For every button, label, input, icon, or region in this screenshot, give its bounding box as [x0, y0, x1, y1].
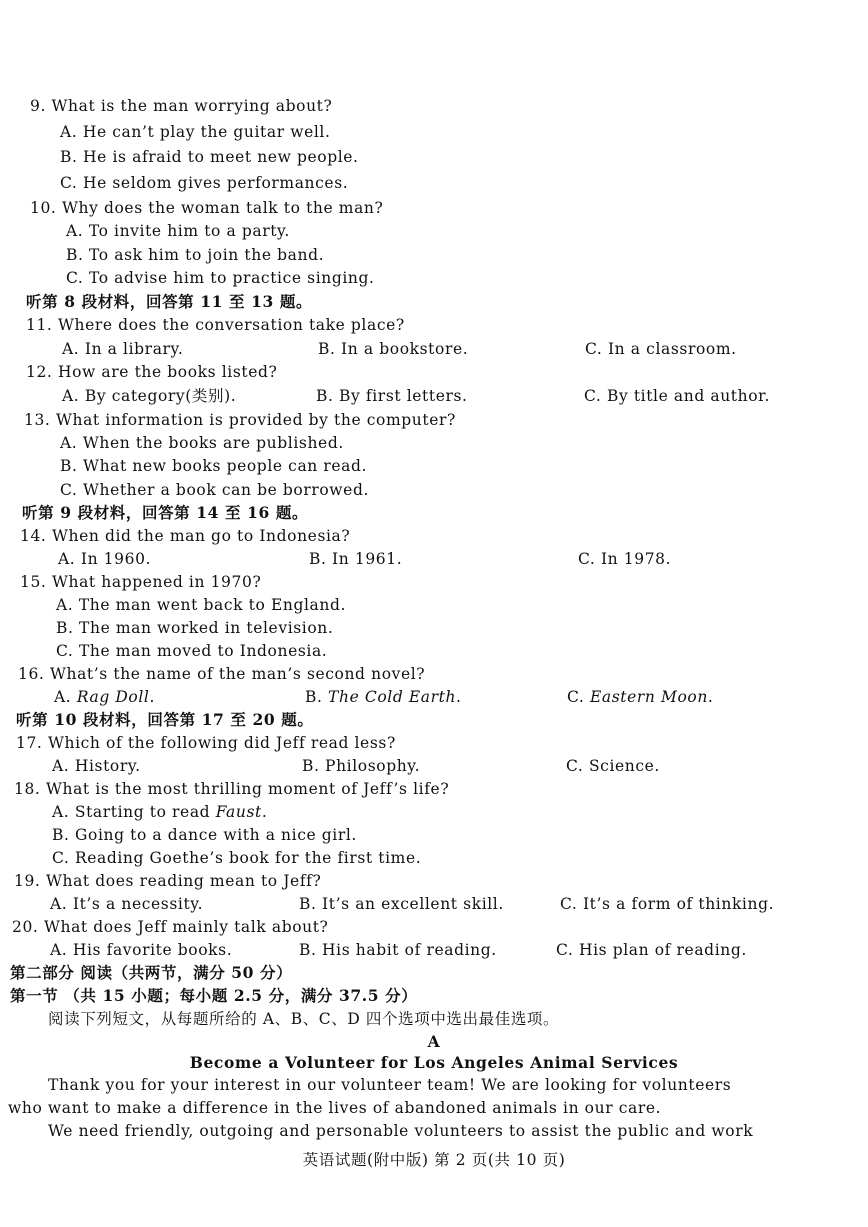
page-footer: 英语试题(附中版) 第 2 页(共 10 页) — [302, 1151, 566, 1169]
passage-line-1: Thank you for your interest in our volunteer team! We are looking for volunteers — [48, 1076, 732, 1094]
q12-option-b: B. By first letters. — [316, 387, 468, 405]
question-14: 14. When did the man go to Indonesia? — [20, 527, 351, 545]
question-13: 13. What information is provided by the computer? — [24, 411, 456, 429]
section-instruction-9: 听第 9 段材料，回答第 14 至 16 题。 — [22, 503, 309, 522]
q12-option-a: A. By category(类别). — [62, 387, 237, 405]
q11-option-a: A. In a library. — [62, 340, 184, 358]
q17-option-a: A. History. — [52, 757, 141, 775]
q18-option-b: B. Going to a dance with a nice girl. — [52, 826, 357, 844]
q10-option-a: A. To invite him to a party. — [66, 222, 290, 240]
passage-line-3: We need friendly, outgoing and personable volunteers to assist the public and work — [48, 1122, 754, 1140]
question-11: 11. Where does the conversation take place? — [26, 316, 405, 334]
question-18: 18. What is the most thrilling moment of Jeff’s life? — [14, 780, 450, 798]
q11-option-c: C. In a classroom. — [585, 340, 737, 358]
passage-line-2: who want to make a difference in the lives of abandoned animals in our care. — [8, 1099, 662, 1117]
question-16: 16. What’s the name of the man’s second novel? — [18, 665, 426, 683]
q13-option-c: C. Whether a book can be borrowed. — [60, 481, 369, 499]
q16-option-c: C. Eastern Moon. — [567, 688, 714, 706]
question-17: 17. Which of the following did Jeff read less? — [16, 734, 396, 752]
q12-option-c: C. By title and author. — [584, 387, 770, 405]
section-instruction-8: 听第 8 段材料，回答第 11 至 13 题。 — [26, 292, 313, 311]
passage-label: A — [427, 1032, 441, 1051]
question-20: 20. What does Jeff mainly talk about? — [12, 918, 329, 936]
q20-option-c: C. His plan of reading. — [556, 941, 747, 959]
q17-option-c: C. Science. — [566, 757, 660, 775]
q13-option-a: A. When the books are published. — [60, 434, 344, 452]
section-one-heading: 第一节 （共 15 小题；每小题 2.5 分，满分 37.5 分） — [10, 986, 418, 1005]
question-9: 9. What is the man worrying about? — [30, 97, 333, 115]
q19-option-a: A. It’s a necessity. — [50, 895, 204, 913]
q16-option-b: B. The Cold Earth. — [305, 688, 462, 706]
question-19: 19. What does reading mean to Jeff? — [14, 872, 322, 890]
q14-option-b: B. In 1961. — [309, 550, 403, 568]
passage-title: Become a Volunteer for Los Angeles Animal Services — [189, 1053, 679, 1072]
q9-option-a: A. He can’t play the guitar well. — [60, 123, 331, 141]
question-10: 10. Why does the woman talk to the man? — [30, 199, 384, 217]
q16-option-a: A. Rag Doll. — [54, 688, 155, 706]
q20-option-b: B. His habit of reading. — [299, 941, 497, 959]
section-instruction-10: 听第 10 段材料，回答第 17 至 20 题。 — [16, 710, 314, 729]
part-two-heading: 第二部分 阅读（共两节，满分 50 分） — [10, 963, 293, 982]
q14-option-c: C. In 1978. — [578, 550, 672, 568]
q15-option-a: A. The man went back to England. — [56, 596, 346, 614]
q20-option-a: A. His favorite books. — [50, 941, 233, 959]
q18-option-a: A. Starting to read Faust. — [52, 803, 268, 821]
q15-option-b: B. The man worked in television. — [56, 619, 334, 637]
q14-option-a: A. In 1960. — [58, 550, 152, 568]
q9-option-c: C. He seldom gives performances. — [60, 174, 349, 192]
q10-option-c: C. To advise him to practice singing. — [66, 269, 375, 287]
question-12: 12. How are the books listed? — [26, 363, 278, 381]
q19-option-b: B. It’s an excellent skill. — [299, 895, 504, 913]
reading-instruction: 阅读下列短文，从每题所给的 A、B、C、D 四个选项中选出最佳选项。 — [48, 1010, 560, 1028]
question-15: 15. What happened in 1970? — [20, 573, 262, 591]
q11-option-b: B. In a bookstore. — [318, 340, 469, 358]
q17-option-b: B. Philosophy. — [302, 757, 421, 775]
q15-option-c: C. The man moved to Indonesia. — [56, 642, 328, 660]
q13-option-b: B. What new books people can read. — [60, 457, 368, 475]
q10-option-b: B. To ask him to join the band. — [66, 246, 325, 264]
q18-option-c: C. Reading Goethe’s book for the first time. — [52, 849, 422, 867]
q19-option-c: C. It’s a form of thinking. — [560, 895, 775, 913]
q9-option-b: B. He is afraid to meet new people. — [60, 148, 359, 166]
